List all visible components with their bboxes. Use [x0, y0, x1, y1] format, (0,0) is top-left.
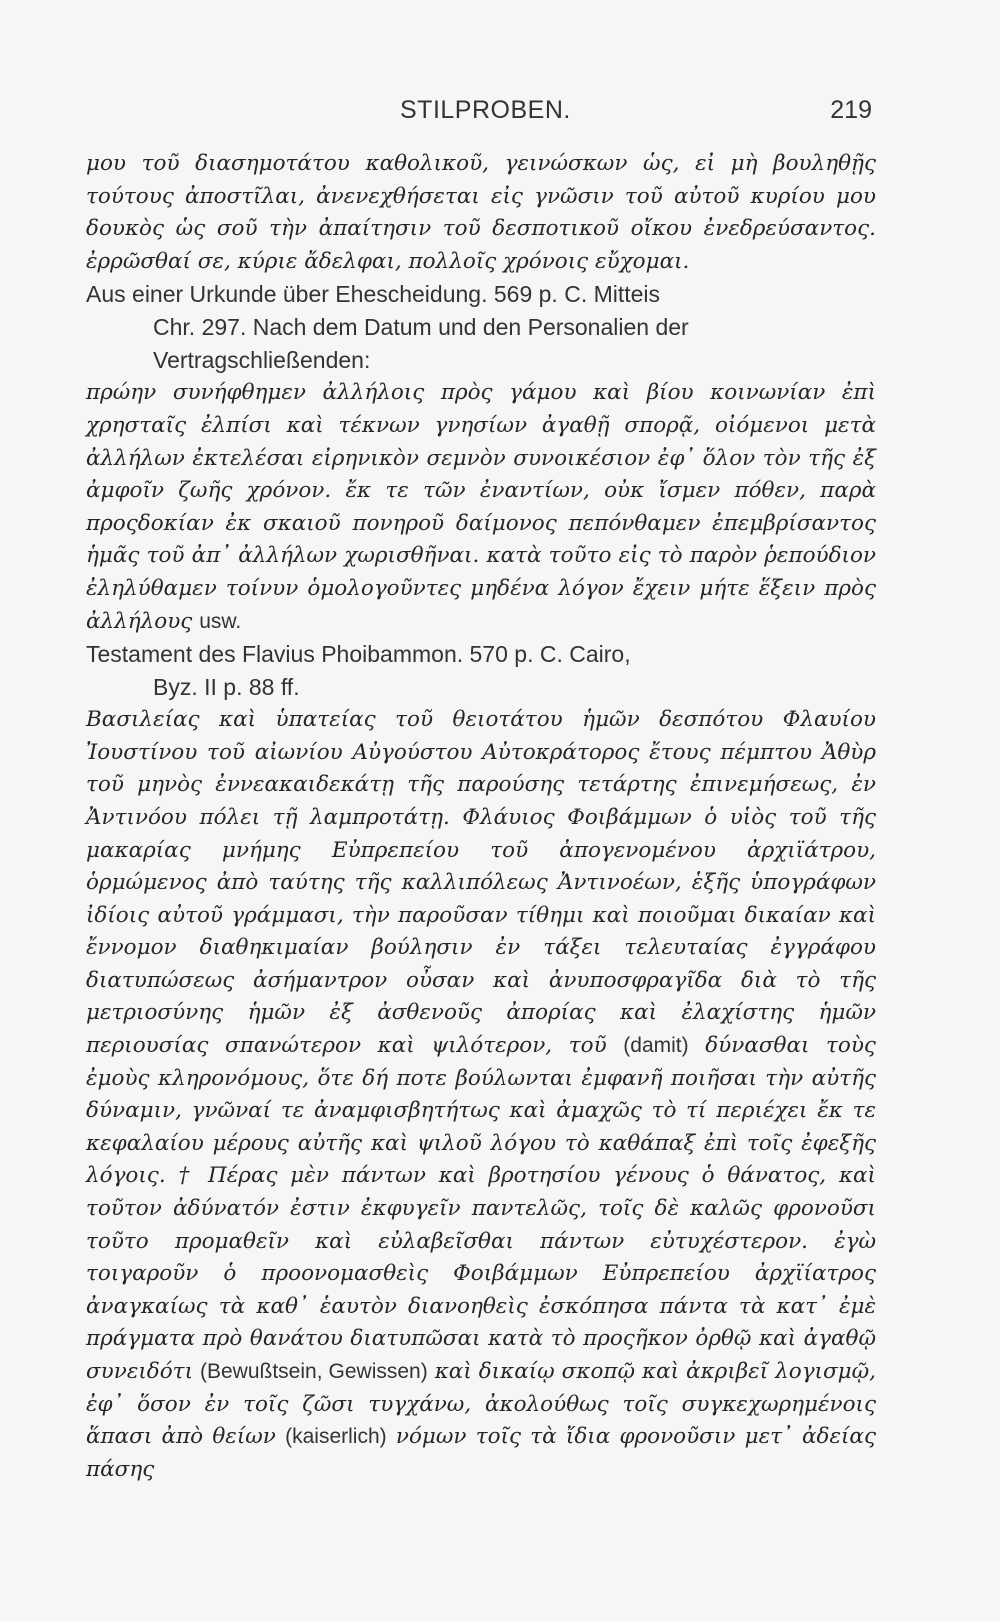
german-abbreviation: usw. — [199, 609, 242, 633]
source-note-testament — [86, 638, 876, 704]
german-gloss: (Bewußtsein, Gewissen) — [199, 1360, 428, 1383]
page-number: 219 — [830, 96, 872, 124]
greek-text: καὶ δικαίῳ σκοπῷ καὶ ἀκριβεῖ λογισμῷ, ἐφ᾽ ὅσον ἐν τοῖς ζῶσι τυγχάνω, ἀκολούθως τοῖς συγκεχωρημένοις ἅπασι ἀπὸ θείων — [86, 1359, 876, 1450]
greek-passage-divorce — [86, 377, 876, 638]
page-body — [86, 148, 876, 1486]
greek-passage-testament — [86, 704, 876, 1486]
source-note-line: Chr. 297. Nach dem Datum und den Personalien der — [153, 314, 689, 341]
greek-text: νόμων τοῖς τὰ ἴδια φρονοῦσιν μετ᾽ ἀδείας πάσης — [86, 1424, 876, 1482]
page-header — [88, 96, 872, 130]
german-gloss: (kaiserlich) — [285, 1425, 387, 1449]
running-title: STILPROBEN. — [400, 96, 571, 124]
source-note-divorce-document — [86, 278, 876, 377]
greek-text: πρώην συνήφθημεν ἀλλήλοις πρὸς γάμου καὶ βίου κοινωνίαν ἐπὶ χρησταῖς ἐλπίσι καὶ τέκνων γνησίων ἀγαθῇ σπορᾷ, οἰόμενοι μετὰ ἀλλήλων ἐκτελέσαι εἰρηνικὸν σεμνὸν συνοικέσιον ἐφ᾽ ὅλον τὸν τῆς ἐξ ἀμφοῖν ζωῆς χρόνον. ἔκ τε τῶν ἐναντίων, οὐκ ἴσμεν πόθεν, παρὰ προςδοκίαν ἐκ σκαιοῦ πονηροῦ δαίμονος πεπόνθαμεν ἐπεμβρίσαντος ἡμᾶς τοῦ ἀπ᾽ ἀλλήλων χωρισθῆναι. κατὰ τοῦτο εἰς τὸ παρὸν ῥεπούδιον ἐληλύθαμεν τοίνυν ὁμολογοῦντες μηδένα λόγον ἔχειν μήτε ἕξειν πρὸς ἀλλήλους — [86, 380, 876, 634]
greek-passage-letter-closing: μου τοῦ διασημοτάτου καθολικοῦ, γεινώσκων ὡς, εἰ μὴ βουληθῇς τούτους ἀποστῖλαι, ἀνενεχθήσεται εἰς γνῶσιν τοῦ αὐτοῦ κυρίου μου δουκὸς ὡς σοῦ τὴν ἀπαίτησιν τοῦ δεσποτικοῦ οἴκου ἐνεδρεύσαντος. ἐρρῶσθαί σε, κύριε ἄδελφαι, πολλοῖς χρόνοις εὔχομαι. — [86, 151, 876, 274]
source-note-line: Byz. II p. 88 ff. — [153, 674, 300, 701]
source-note-line: Vertragschließenden: — [153, 347, 371, 374]
greek-text: Βασιλείας καὶ ὑπατείας τοῦ θειοτάτου ἡμῶν δεσπότου Φλαυίου Ἰουστίνου τοῦ αἰωνίου Αὐγούστου Αὐτοκράτορος ἔτους πέμπτου Ἀθὺρ τοῦ μηνὸς ἐννεακαιδεκάτῃ τῆς παρούσης τετάρτης ἐπινεμήσεως, ἐν Ἀντινόου πόλει τῇ λαμπροτάτῃ. Φλάυιος Φοιβάμμων ὁ υἱὸς τοῦ τῆς μακαρίας μνήμης Εὐπρεπείου τοῦ ἀπογενομένου ἀρχιϊάτρου, ὁρμώμενος ἀπὸ ταύτης τῆς καλλιπόλεως Ἀντινοέων, ἑξῆς ὑπογράφων ἰδίοις αὐτοῦ γράμμασι, τὴν παροῦσαν τίθημι καὶ ποιοῦμαι δικαίαν καὶ ἔννομον διαθηκιμαίαν βούλησιν ἐν τάξει τελευταίας ἐγγράφου διατυπώσεως ἀσήμαντρον οὖσαν καὶ ἀνυποσφραγῖδα διὰ τὸ τῆς μετριοσύνης ἡμῶν ἐξ ἀσθενοῦς ἀπορίας καὶ ἐλαχίστης ἡμῶν περιουσίας σπανώτερον καὶ ψιλότερον, τοῦ — [86, 707, 876, 1059]
source-note-line: Testament des Flavius Phoibammon. 570 p. C. Cairo, — [86, 641, 631, 668]
german-gloss: (damit) — [623, 1034, 689, 1058]
source-note-line: Aus einer Urkunde über Ehescheidung. 569 p. C. Mitteis — [86, 281, 661, 308]
greek-text: δύνασθαι τοὺς ἐμοὺς κληρονόμους, ὅτε δή ποτε βούλωνται ἐμφανῆ ποιῆσαι τὴν αὐτῆς δύναμιν, γνῶναί τε ἀναμφισβητήτως καὶ ἀμαχῶς τὸ τί περιέχει ἔκ τε κεφαλαίου μέρους αὐτῆς καὶ ψιλοῦ λόγου τὸ καθάπαξ ἐπὶ τοῖς ἐφεξῆς λόγοις. † Πέρας μὲν πάντων καὶ βροτησίου γένους ὁ θάνατος, καὶ τοῦτον ἀδύνατόν ἐστιν ἐκφυγεῖν παντελῶς, τοῖς δὲ καλῶς φρονοῦσι τοῦτο προμαθεῖν καὶ εὐλαβεῖσθαι πάντων εὐτυχέστερον. ἐγὼ τοιγαροῦν ὁ προονομασθεὶς Φοιβάμμων Εὐπρεπείου ἀρχϊίατρος ἀναγκαίως τὰ καθ᾽ ἑαυτὸν διανοηθεὶς ἐσκόπησα πάντα τὰ κατ᾽ ἐμὲ πράγματα πρὸ θανάτου διατυπῶσαι κατὰ τὸ προςῆκον ὀρθῷ καὶ ἀγαθῷ συνειδότι — [86, 1033, 876, 1384]
